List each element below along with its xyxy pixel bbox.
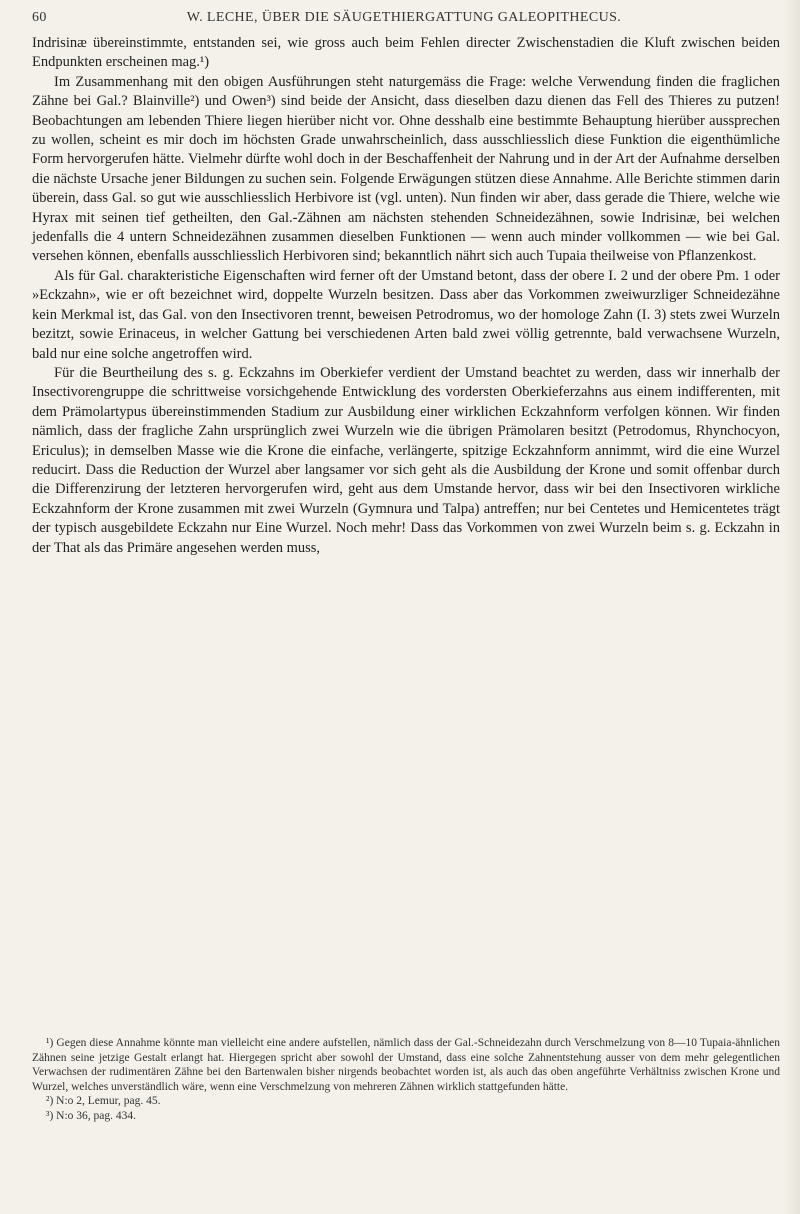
running-title: W. LECHE, ÜBER DIE SÄUGETHIERGATTUNG GALEOPITHECUS. [186, 10, 622, 25]
page-header [28, 6, 780, 28]
main-text [32, 34, 780, 558]
page-edge-shadow [782, 0, 800, 1214]
footnotes [32, 1036, 780, 1124]
footnote: ³) N:o 36, pag. 434. [46, 1109, 137, 1122]
page [28, 0, 780, 1214]
footnote: ¹) Gegen diese Annahme könnte man vielleicht eine andere aufstellen, nämlich dass der Gal.-Schneidezahn durch Verschmelzung von 8—10 Tupaia-ähnlichen Zähnen seine jetzige Gestalt erlangt hat. Hiergegen spricht aber sowohl der Umstand, dass eine solche Zahnentstehung ausser von dem mehr gelegentlichen Verwachsen der rudimentären Zähne bei den Bartenwalen bisher nirgends beobachtet worden ist, als auch das oben angeführte Verhältniss zwischen Krone und Wurzel, welches unverständlich wäre, wenn eine Verschmelzung von mehreren Zähnen wirklich stattgefunden hätte. [32, 1037, 780, 1093]
paragraph: Indrisinæ übereinstimmte, entstanden sei, wie gross auch beim Fehlen directer Zwischenstadien die Kluft zwischen beiden Endpunkten erscheinen mag.¹) [32, 35, 780, 71]
paragraph: Für die Beurtheilung des s. g. Eckzahns im Oberkiefer verdient der Umstand beachtet zu werden, dass wir innerhalb der Insectivorengruppe die schrittweise vorsichgehende Entwicklung des vordersten Oberkieferzahns aus einem indifferenten, mit dem Prämolartypus übereinstimmenden Stadium zur Ausbildung einer wirklichen Eckzahnform verfolgen können. Wir finden nämlich, dass der fragliche Zahn ursprünglich zwei Wurzeln wie die übrigen Prämolaren besitzt (Petrodomus, Rhynchocyon, Ericulus); in demselben Masse wie die Krone die einfache, verlängerte, spitzige Eckzahnform annimmt, wird die eine Wurzel reducirt. Dass die Reduction der Wurzel aber langsamer vor sich geht als die Ausbildung der Krone und somit offenbar durch die Differenzirung der letzteren hervorgerufen wird, geht aus dem Umstande hervor, dass wir bei den Insectivoren wirkliche Eckzahnform der Krone zusammen mit zwei Wurzeln (Gymnura und Talpa) antreffen; nur bei Centetes und Hemicentetes trägt der typisch ausgebildete Eckzahn nur Eine Wurzel. Noch mehr! Dass das Vorkommen von zwei Wurzeln beim s. g. Eckzahn in der That als das Primäre angesehen werden muss, [32, 364, 780, 556]
paragraph: Als für Gal. charakteristiche Eigenschaften wird ferner oft der Umstand betont, dass der obere I. 2 und der obere Pm. 1 oder »Eckzahn», wie er oft bezeichnet wird, doppelte Wurzeln besitzen. Dass aber das Vorkommen zweiwurzliger Schneidezähne kein Merkmal ist, das Gal. von den Insectivoren trennt, beweisen Petrodromus, wo der homologe Zahn (I. 3) stets zwei Wurzeln bezitzt, sowie Erinaceus, in welcher Gattung bei verschiedenen Arten bald zwei völlig getrennte, bald verwachsene Wurzeln, bald nur eine solche angetroffen wird. [32, 267, 780, 362]
page-number: 60 [32, 10, 47, 25]
footnote: ²) N:o 2, Lemur, pag. 45. [46, 1095, 161, 1108]
paragraph: Im Zusammenhang mit den obigen Ausführungen steht naturgemäss die Frage: welche Verwendung finden die fraglichen Zähne bei Gal.? Blainville²) und Owen³) sind beide der Ansicht, dass dieselben dazu dienen das Fell des Thieres zu putzen! Beobachtungen am lebenden Thiere liegen hierüber nicht vor. Ohne desshalb eine bestimmte Behauptung hierüber aussprechen zu wollen, scheint es mir doch im höchsten Grade unwahrscheinlich, dass ausschliesslich diese Funktion die eigenthümliche Form hervorgerufen hätte. Vielmehr dürfte wohl doch in der Beschaffenheit der Nahrung und in der Art der Aufnahme derselben die nächste Ursache jener Bildungen zu suchen sein. Folgende Erwägungen stützen diese Annahme. Alle Berichte stimmen darin überein, dass Gal. so gut wie ausschliesslich Herbivore ist (vgl. unten). Nun finden wir aber, dass gerade die Thiere, welche wie Hyrax mit seinen tief getheilten, den Gal.-Zähnen am nächsten stehenden Schneidezähnen, sowie Indrisinæ, bei welchen jedenfalls die 4 untern Schneidezähnen zusammen dieselben Funktionen — wenn auch minder vollkommen — wie bei Gal. versehen können, ebenfalls ausschliesslich Herbivoren sind; bekanntlich nährt sich auch Tupaia theilweise von Pflanzenkost. [32, 73, 780, 265]
